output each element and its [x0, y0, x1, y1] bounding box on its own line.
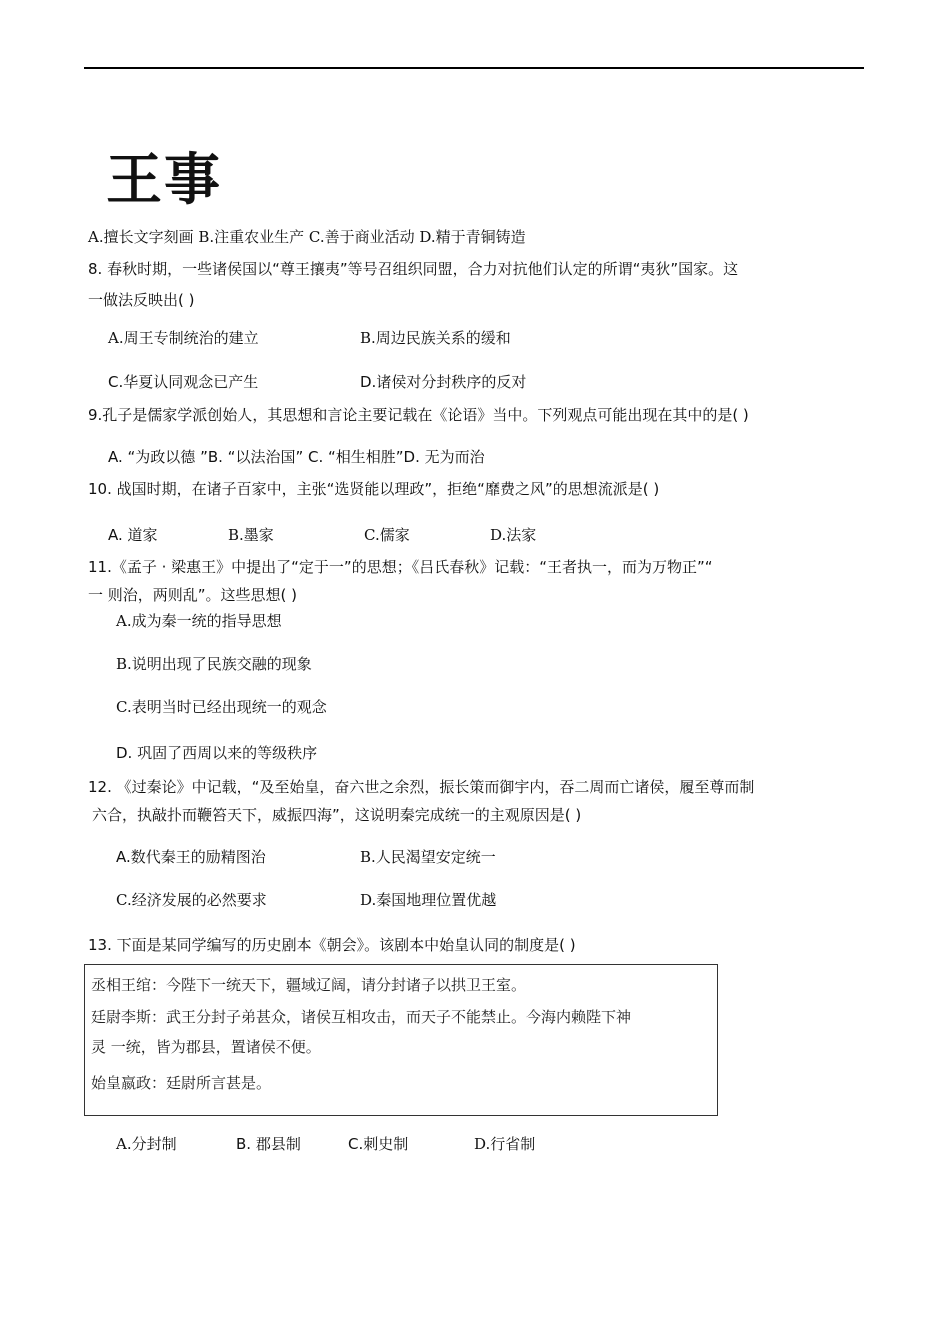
q11-stem-line1: 11.《孟子 · 梁惠王》中提出了“定于一”的思想；《吕氏春秋》记载：“王者执一，而为万物正”“: [88, 558, 713, 576]
q13-option-a: A.分封制: [116, 1135, 177, 1153]
q7-options: A.擅长文字刻画 B.注重农业生产 C.善于商业活动 D.精于青铜铸造: [88, 228, 526, 246]
q13-option-c: C.刺史制: [348, 1135, 409, 1153]
q8-stem-line2: 一做法反映出( ): [88, 291, 195, 309]
q11-option-c: C.表明当时已经出现统一的观念: [116, 698, 327, 716]
q8-stem-line1: 8. 春秋时期，一些诸侯国以“尊王攘夷”等号召组织同盟，合力对抗他们认定的所谓“夷狄”国家。这: [88, 260, 739, 278]
q12-option-b: B.人民渴望安定统一: [360, 848, 496, 866]
script-line-4: 始皇嬴政：廷尉所言甚是。: [91, 1074, 272, 1092]
q8-option-a: A.周王专制统治的建立: [108, 329, 259, 347]
q10-option-b: B.墨家: [228, 526, 274, 544]
q12-stem-line1: 12. 《过秦论》中记载，“及至始皇，奋六世之余烈，振长策而御宇内，吞二周而亡诸侯，履至尊而制: [88, 778, 755, 796]
script-box: [84, 964, 718, 1116]
header-rule: [84, 67, 864, 69]
q8-option-c: C.华夏认同观念已产生: [108, 373, 259, 391]
header-fragment: 王事: [106, 148, 222, 213]
q10-option-d: D.法家: [490, 526, 537, 544]
q9-stem: 9.孔子是儒家学派创始人，其思想和言论主要记载在《论语》当中。下列观点可能出现在其中的是( ): [88, 406, 749, 424]
q10-option-c: C.儒家: [364, 526, 410, 544]
q12-option-a: A.数代秦王的励精图治: [116, 848, 266, 866]
script-line-1: 丞相王绾：今陛下一统天下，疆域辽阔，请分封诸子以拱卫王室。: [91, 976, 527, 994]
script-line-2: 廷尉李斯：武王分封子弟甚众，诸侯互相攻击，而天子不能禁止。今海内赖陛下神: [91, 1008, 632, 1026]
q13-stem: 13. 下面是某同学编写的历史剧本《朝会》。该剧本中始皇认同的制度是( ): [88, 936, 576, 954]
q12-option-c: C.经济发展的必然要求: [116, 891, 267, 909]
q11-option-a: A.成为秦一统的指导思想: [116, 612, 282, 630]
q12-stem-line2: 六合，执敲扑而鞭笞天下，威振四海”，这说明秦完成统一的主观原因是( ): [92, 806, 582, 824]
q11-stem-line2: 一 则治，两则乱”。这些思想( ): [88, 586, 298, 604]
script-line-3: 灵 一统，皆为郡县，置诸侯不便。: [91, 1038, 321, 1056]
q8-option-d: D.诸侯对分封秩序的反对: [360, 373, 527, 391]
q11-option-b: B.说明出现了民族交融的现象: [116, 655, 312, 673]
q12-option-d: D.秦国地理位置优越: [360, 891, 497, 909]
q9-options: A. “为政以德 ”B. “以法治国” C. “相生相胜”D. 无为而治: [108, 448, 485, 466]
q10-stem: 10. 战国时期，在诸子百家中，主张“选贤能以理政”，拒绝“靡费之风”的思想流派是( ): [88, 480, 660, 498]
q13-option-d: D.行省制: [474, 1135, 536, 1153]
q11-option-d: D. 巩固了西周以来的等级秩序: [116, 744, 318, 762]
q8-option-b: B.周边民族关系的缓和: [360, 329, 511, 347]
q10-option-a: A. 道家: [108, 526, 158, 544]
q13-option-b: B. 郡县制: [236, 1135, 301, 1153]
